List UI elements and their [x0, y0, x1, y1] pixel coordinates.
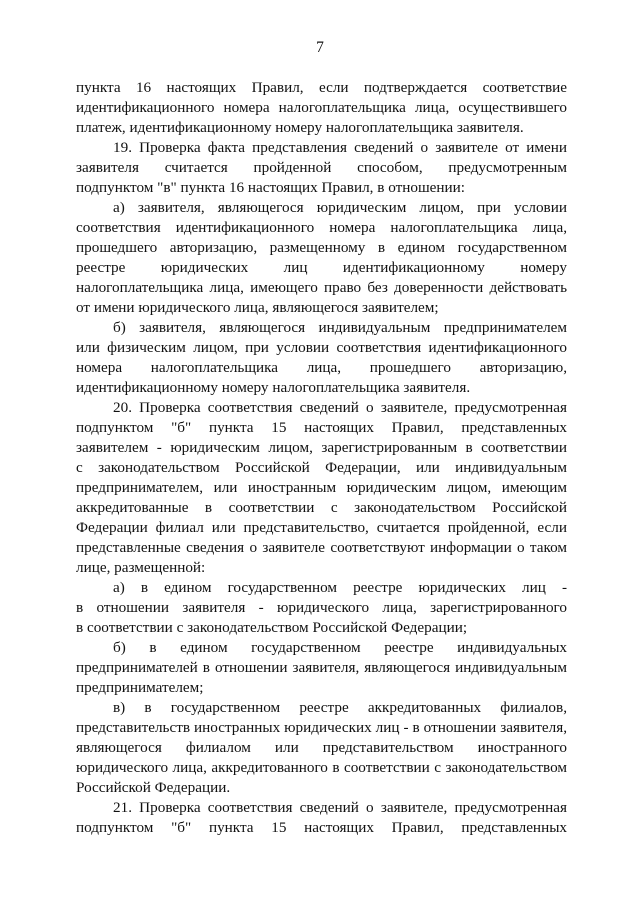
- text-line: платеж, идентификационному номеру налогоплательщика заявителя.: [76, 119, 524, 136]
- text-line: от имени юридического лица, являющегося заявителем;: [76, 299, 439, 316]
- text-line: юридического лица, аккредитованного в соответствии с законодательством: [76, 759, 567, 776]
- text-line: пункта 16 настоящих Правил, если подтверждается соответствие: [76, 79, 567, 96]
- text-line: Федерации филиал или представительство, считается пройденной, если: [76, 519, 567, 536]
- text-line: предпринимателем, или иностранным юридическим лицом, имеющим: [76, 479, 567, 496]
- text-line: заявителя считается пройденной способом, предусмотренным: [76, 159, 567, 176]
- text-line: с законодательством Российской Федерации, или индивидуальным: [76, 459, 567, 476]
- text-line: 19. Проверка факта представления сведений о заявителе от имени: [113, 139, 567, 156]
- text-line: а) заявителя, являющегося юридическим лицом, при условии: [113, 199, 567, 216]
- text-line: 20. Проверка соответствия сведений о заявителе, предусмотренная: [113, 399, 567, 416]
- text-line: предпринимателей в отношении заявителя, являющегося индивидуальным: [76, 659, 567, 676]
- text-line: реестре юридических лиц идентификационному номеру: [76, 259, 567, 276]
- text-line: в соответствии с законодательством Российской Федерации;: [76, 619, 468, 636]
- text-line: в) в государственном реестре аккредитованных филиалов,: [113, 699, 567, 716]
- text-line: соответствия идентификационного номера налогоплательщика лица,: [76, 219, 567, 236]
- page-number: 7: [316, 39, 324, 56]
- text-line: или физическим лицом, при условии соответствия идентификационного: [76, 339, 567, 356]
- text-line: налогоплательщика лица, имеющего право без доверенности действовать: [76, 279, 567, 296]
- text-line: 21. Проверка соответствия сведений о заявителе, предусмотренная: [113, 799, 567, 816]
- text-line: аккредитованные в соответствии с законодательством Российской: [76, 499, 567, 516]
- text-line: предпринимателем;: [76, 679, 204, 696]
- text-line: прошедшего авторизацию, размещенному в едином государственном: [76, 239, 567, 256]
- text-line: являющегося филиалом или представительством иностранного: [76, 739, 567, 756]
- text-line: а) в едином государственном реестре юридических лиц -: [113, 579, 567, 596]
- text-line: в отношении заявителя - юридического лица, зарегистрированного: [76, 599, 567, 616]
- text-line: заявителем - юридическим лицом, зарегистрированным в соответствии: [76, 439, 567, 456]
- text-line: представленные сведения о заявителе соответствуют информации о таком: [76, 539, 567, 556]
- text-line: номера налогоплательщика лица, прошедшего авторизацию,: [76, 359, 567, 376]
- text-line: подпунктом "б" пункта 15 настоящих Правил, представленных: [76, 819, 567, 836]
- text-line: подпунктом "б" пункта 15 настоящих Правил, представленных: [76, 419, 567, 436]
- text-line: лице, размещенной:: [76, 559, 206, 576]
- text-line: Российской Федерации.: [76, 779, 231, 796]
- text-line: подпунктом "в" пункта 16 настоящих Правил, в отношении:: [76, 179, 466, 196]
- text-line: представительств иностранных юридических лиц - в отношении заявителя,: [76, 719, 567, 736]
- text-line: идентификационного номера налогоплательщика лица, осуществившего: [76, 99, 567, 116]
- text-line: б) в едином государственном реестре индивидуальных: [113, 639, 567, 656]
- text-line: идентификационному номеру налогоплательщика заявителя.: [76, 379, 471, 396]
- text-line: б) заявителя, являющегося индивидуальным предпринимателем: [113, 319, 567, 336]
